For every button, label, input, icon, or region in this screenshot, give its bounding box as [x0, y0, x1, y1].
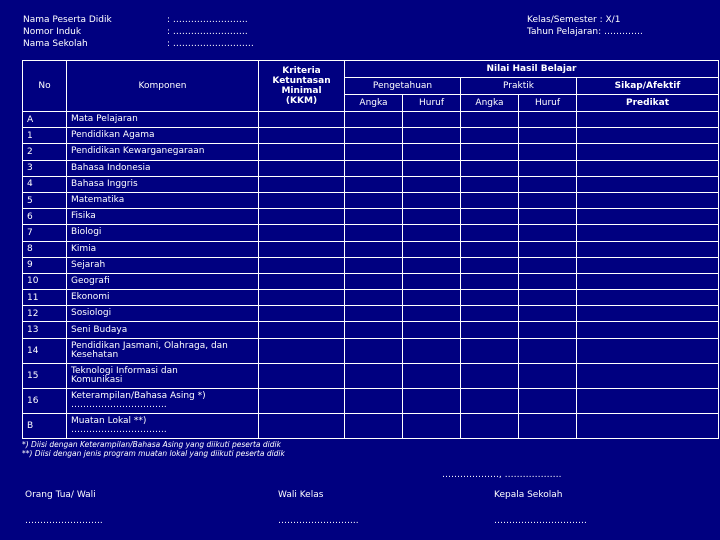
subject-name — [67, 225, 259, 241]
label-nama-sekolah: Nama Sekolah — [23, 39, 88, 49]
table-row — [23, 257, 719, 273]
pengetahuan-huruf-cell[interactable] — [403, 176, 461, 192]
praktik-huruf-cell[interactable] — [519, 209, 577, 225]
sikap-predikat-cell[interactable] — [577, 306, 719, 322]
subject-name — [67, 176, 259, 192]
row-number: 12 — [23, 306, 67, 322]
table-row — [23, 128, 719, 144]
sikap-predikat-cell[interactable] — [577, 257, 719, 273]
subject-name — [67, 128, 259, 144]
row-number: 2 — [23, 144, 67, 160]
kkm-cell[interactable] — [259, 192, 345, 208]
subject-name-line1: Pendidikan Jasmani, Olahraga, dan — [71, 340, 228, 351]
subject-name — [67, 209, 259, 225]
kkm-cell[interactable] — [259, 322, 345, 338]
row-number: 7 — [23, 225, 67, 241]
praktik-huruf-cell[interactable] — [519, 176, 577, 192]
sikap-predikat-cell[interactable] — [577, 322, 719, 338]
praktik-angka-cell[interactable] — [461, 413, 519, 438]
kkm-cell[interactable] — [259, 160, 345, 176]
subject-name-line1: Teknologi Informasi dan — [71, 365, 178, 376]
subject-name-line1: Kimia — [71, 243, 97, 254]
sikap-predikat-cell[interactable] — [577, 160, 719, 176]
kkm-cell[interactable] — [259, 144, 345, 160]
pengetahuan-huruf-cell[interactable] — [403, 322, 461, 338]
header-praktik: Praktik — [461, 78, 577, 95]
table-row — [23, 363, 719, 388]
kkm-cell[interactable] — [259, 388, 345, 413]
pengetahuan-huruf-cell[interactable] — [403, 160, 461, 176]
praktik-angka-cell[interactable] — [461, 363, 519, 388]
subject-name-line2: ………………………….. — [71, 424, 167, 435]
praktik-huruf-cell[interactable] — [519, 306, 577, 322]
kelas-semester: Kelas/Semester : X/1 — [527, 15, 621, 25]
praktik-huruf-cell[interactable] — [519, 413, 577, 438]
table-row — [23, 338, 719, 363]
table-row — [23, 144, 719, 160]
sikap-predikat-cell[interactable] — [577, 144, 719, 160]
subject-name-line1: Seni Budaya — [71, 324, 128, 335]
pengetahuan-angka-cell[interactable] — [345, 160, 403, 176]
kkm-cell[interactable] — [259, 290, 345, 306]
signature-line-homeroom: ……………………... — [278, 516, 359, 526]
signer-title-parent: Orang Tua/ Wali — [25, 490, 96, 500]
row-number: 8 — [23, 241, 67, 257]
pengetahuan-angka-cell[interactable] — [345, 112, 403, 128]
praktik-angka-cell[interactable] — [461, 112, 519, 128]
header-sikap-afektif: Sikap/Afektif — [577, 78, 719, 95]
pengetahuan-huruf-cell[interactable] — [403, 290, 461, 306]
pengetahuan-angka-cell[interactable] — [345, 290, 403, 306]
sikap-predikat-cell[interactable] — [577, 192, 719, 208]
row-number: 13 — [23, 322, 67, 338]
row-number: 4 — [23, 176, 67, 192]
praktik-angka-cell[interactable] — [461, 225, 519, 241]
subject-name-line1: Matematika — [71, 195, 125, 206]
subject-name-line1: Geografi — [71, 275, 110, 286]
sikap-predikat-cell[interactable] — [577, 241, 719, 257]
pengetahuan-huruf-cell[interactable] — [403, 388, 461, 413]
praktik-huruf-cell[interactable] — [519, 241, 577, 257]
praktik-huruf-cell[interactable] — [519, 128, 577, 144]
subject-name — [67, 192, 259, 208]
sikap-predikat-cell[interactable] — [577, 290, 719, 306]
signature-line-parent: …………………….. — [25, 516, 103, 526]
pengetahuan-huruf-cell[interactable] — [403, 273, 461, 289]
praktik-angka-cell[interactable] — [461, 241, 519, 257]
pengetahuan-angka-cell[interactable] — [345, 363, 403, 388]
pengetahuan-huruf-cell[interactable] — [403, 306, 461, 322]
table-row — [23, 160, 719, 176]
pengetahuan-angka-cell[interactable] — [345, 176, 403, 192]
pengetahuan-huruf-cell[interactable] — [403, 225, 461, 241]
sikap-predikat-cell[interactable] — [577, 112, 719, 128]
row-number: 5 — [23, 192, 67, 208]
subject-name-line1: Bahasa Inggris — [71, 178, 138, 189]
sikap-predikat-cell[interactable] — [577, 225, 719, 241]
kkm-cell[interactable] — [259, 413, 345, 438]
place-date: ………………., ………………. — [442, 470, 562, 480]
sikap-predikat-cell[interactable] — [577, 363, 719, 388]
praktik-huruf-cell[interactable] — [519, 338, 577, 363]
value-nomor-induk: : ……………………. — [167, 27, 248, 37]
pengetahuan-huruf-cell[interactable] — [403, 257, 461, 273]
signer-title-homeroom: Wali Kelas — [278, 490, 324, 500]
praktik-huruf-cell[interactable] — [519, 257, 577, 273]
praktik-angka-cell[interactable] — [461, 273, 519, 289]
table-row — [23, 112, 719, 128]
subject-name — [67, 388, 259, 413]
table-row — [23, 192, 719, 208]
subject-name — [67, 144, 259, 160]
praktik-huruf-cell[interactable] — [519, 225, 577, 241]
subject-name-line1: Sejarah — [71, 259, 106, 270]
pengetahuan-angka-cell[interactable] — [345, 128, 403, 144]
praktik-huruf-cell[interactable] — [519, 273, 577, 289]
pengetahuan-angka-cell[interactable] — [345, 225, 403, 241]
praktik-angka-cell[interactable] — [461, 144, 519, 160]
pengetahuan-angka-cell[interactable] — [345, 209, 403, 225]
praktik-huruf-cell[interactable] — [519, 290, 577, 306]
pengetahuan-angka-cell[interactable] — [345, 144, 403, 160]
pengetahuan-angka-cell[interactable] — [345, 241, 403, 257]
praktik-angka-cell[interactable] — [461, 160, 519, 176]
subject-name-line1: Mata Pelajaran — [71, 114, 138, 125]
table-row — [23, 388, 719, 413]
subject-name — [67, 112, 259, 128]
sikap-predikat-cell[interactable] — [577, 413, 719, 438]
header-pengetahuan: Pengetahuan — [345, 78, 461, 95]
subject-name-line1: Muatan Lokal **) — [71, 415, 147, 426]
subject-name — [67, 290, 259, 306]
footnote-2: **) Diisi dengan jenis program muatan lokal yang diikuti peserta didik — [22, 449, 285, 458]
pengetahuan-angka-cell[interactable] — [345, 273, 403, 289]
praktik-angka-cell[interactable] — [461, 306, 519, 322]
kkm-cell[interactable] — [259, 338, 345, 363]
table-row — [23, 290, 719, 306]
subject-name — [67, 257, 259, 273]
praktik-angka-cell[interactable] — [461, 290, 519, 306]
subject-name-line1: Biologi — [71, 227, 102, 238]
subject-name-line1: Pendidikan Kewarganegaraan — [71, 146, 205, 157]
praktik-huruf-cell[interactable] — [519, 322, 577, 338]
label-nomor-induk: Nomor Induk — [23, 27, 82, 37]
row-number: 3 — [23, 160, 67, 176]
praktik-angka-cell[interactable] — [461, 192, 519, 208]
subject-name-line2: Kesehatan — [71, 349, 119, 360]
table-row — [23, 306, 719, 322]
subject-name — [67, 241, 259, 257]
kkm-cell[interactable] — [259, 363, 345, 388]
table-row — [23, 176, 719, 192]
pengetahuan-angka-cell[interactable] — [345, 388, 403, 413]
header-no: No — [23, 61, 67, 112]
subject-name — [67, 322, 259, 338]
kkm-cell[interactable] — [259, 225, 345, 241]
kkm-cell[interactable] — [259, 306, 345, 322]
subheader-predikat: Predikat — [577, 95, 719, 112]
praktik-angka-cell[interactable] — [461, 338, 519, 363]
subject-name-line1: Sosiologi — [71, 308, 112, 319]
subject-name — [67, 306, 259, 322]
praktik-huruf-cell[interactable] — [519, 363, 577, 388]
label-nama-peserta: Nama Peserta Didik — [23, 15, 112, 25]
pengetahuan-huruf-cell[interactable] — [403, 144, 461, 160]
row-number: 15 — [23, 363, 67, 388]
praktik-huruf-cell[interactable] — [519, 144, 577, 160]
kkm-cell[interactable] — [259, 176, 345, 192]
table-row — [23, 225, 719, 241]
subject-name-line1: Pendidikan Agama — [71, 130, 155, 141]
sikap-predikat-cell[interactable] — [577, 273, 719, 289]
pengetahuan-huruf-cell[interactable] — [403, 192, 461, 208]
value-nama-sekolah: : ……………………… — [167, 39, 254, 49]
subheader-huruf: Huruf — [519, 95, 577, 112]
subject-name-line1: Ekonomi — [71, 292, 110, 303]
praktik-huruf-cell[interactable] — [519, 112, 577, 128]
subject-name-line1: Fisika — [71, 211, 96, 222]
kkm-cell[interactable] — [259, 112, 345, 128]
pengetahuan-angka-cell[interactable] — [345, 338, 403, 363]
sikap-predikat-cell[interactable] — [577, 209, 719, 225]
report-table — [22, 60, 719, 439]
pengetahuan-huruf-cell[interactable] — [403, 241, 461, 257]
sikap-predikat-cell[interactable] — [577, 388, 719, 413]
sikap-predikat-cell[interactable] — [577, 176, 719, 192]
praktik-angka-cell[interactable] — [461, 257, 519, 273]
header-komponen: Komponen — [67, 61, 259, 112]
table-row — [23, 209, 719, 225]
row-number: 16 — [23, 388, 67, 413]
header-nilai-hasil-belajar: Nilai Hasil Belajar — [345, 61, 719, 78]
table-row — [23, 322, 719, 338]
subject-name-line1: Keterampilan/Bahasa Asing *) — [71, 390, 206, 401]
praktik-huruf-cell[interactable] — [519, 192, 577, 208]
praktik-angka-cell[interactable] — [461, 209, 519, 225]
kkm-cell[interactable] — [259, 241, 345, 257]
subject-name-line2: ………………………….. — [71, 399, 167, 410]
subject-name — [67, 413, 259, 438]
signer-title-principal: Kepala Sekolah — [494, 490, 563, 500]
pengetahuan-huruf-cell[interactable] — [403, 363, 461, 388]
subheader-angka: Angka — [461, 95, 519, 112]
kkm-cell[interactable] — [259, 257, 345, 273]
pengetahuan-huruf-cell[interactable] — [403, 338, 461, 363]
praktik-huruf-cell[interactable] — [519, 160, 577, 176]
subject-name — [67, 338, 259, 363]
sikap-predikat-cell[interactable] — [577, 338, 719, 363]
sikap-predikat-cell[interactable] — [577, 128, 719, 144]
subject-name — [67, 160, 259, 176]
footnote-1: *) Diisi dengan Keterampilan/Bahasa Asing yang diikuti peserta didik — [22, 440, 281, 449]
pengetahuan-angka-cell[interactable] — [345, 192, 403, 208]
row-number: 6 — [23, 209, 67, 225]
pengetahuan-huruf-cell[interactable] — [403, 413, 461, 438]
row-number: 9 — [23, 257, 67, 273]
row-number: B — [23, 413, 67, 438]
pengetahuan-angka-cell[interactable] — [345, 257, 403, 273]
row-number: 11 — [23, 290, 67, 306]
praktik-angka-cell[interactable] — [461, 322, 519, 338]
tahun-pelajaran: Tahun Pelajaran: …………. — [527, 27, 643, 37]
subject-name — [67, 273, 259, 289]
table-row — [23, 241, 719, 257]
row-number: 1 — [23, 128, 67, 144]
pengetahuan-huruf-cell[interactable] — [403, 128, 461, 144]
row-number: A — [23, 112, 67, 128]
pengetahuan-huruf-cell[interactable] — [403, 209, 461, 225]
pengetahuan-angka-cell[interactable] — [345, 322, 403, 338]
subheader-huruf: Huruf — [403, 95, 461, 112]
subject-name — [67, 363, 259, 388]
subject-name-line1: Bahasa Indonesia — [71, 162, 151, 173]
table-row — [23, 413, 719, 438]
value-nama-peserta: : ……………………. — [167, 15, 248, 25]
praktik-huruf-cell[interactable] — [519, 388, 577, 413]
praktik-angka-cell[interactable] — [461, 388, 519, 413]
kkm-cell[interactable] — [259, 273, 345, 289]
praktik-angka-cell[interactable] — [461, 176, 519, 192]
header-kkm: Kriteria Ketuntasan Minimal (KKM) — [259, 61, 345, 112]
row-number: 10 — [23, 273, 67, 289]
pengetahuan-huruf-cell[interactable] — [403, 112, 461, 128]
table-row — [23, 273, 719, 289]
signature-line-principal: …………………………. — [494, 516, 587, 526]
kkm-cell[interactable] — [259, 209, 345, 225]
pengetahuan-angka-cell[interactable] — [345, 413, 403, 438]
subheader-angka: Angka — [345, 95, 403, 112]
subject-name-line2: Komunikasi — [71, 374, 123, 385]
praktik-angka-cell[interactable] — [461, 128, 519, 144]
row-number: 14 — [23, 338, 67, 363]
pengetahuan-angka-cell[interactable] — [345, 306, 403, 322]
kkm-cell[interactable] — [259, 128, 345, 144]
